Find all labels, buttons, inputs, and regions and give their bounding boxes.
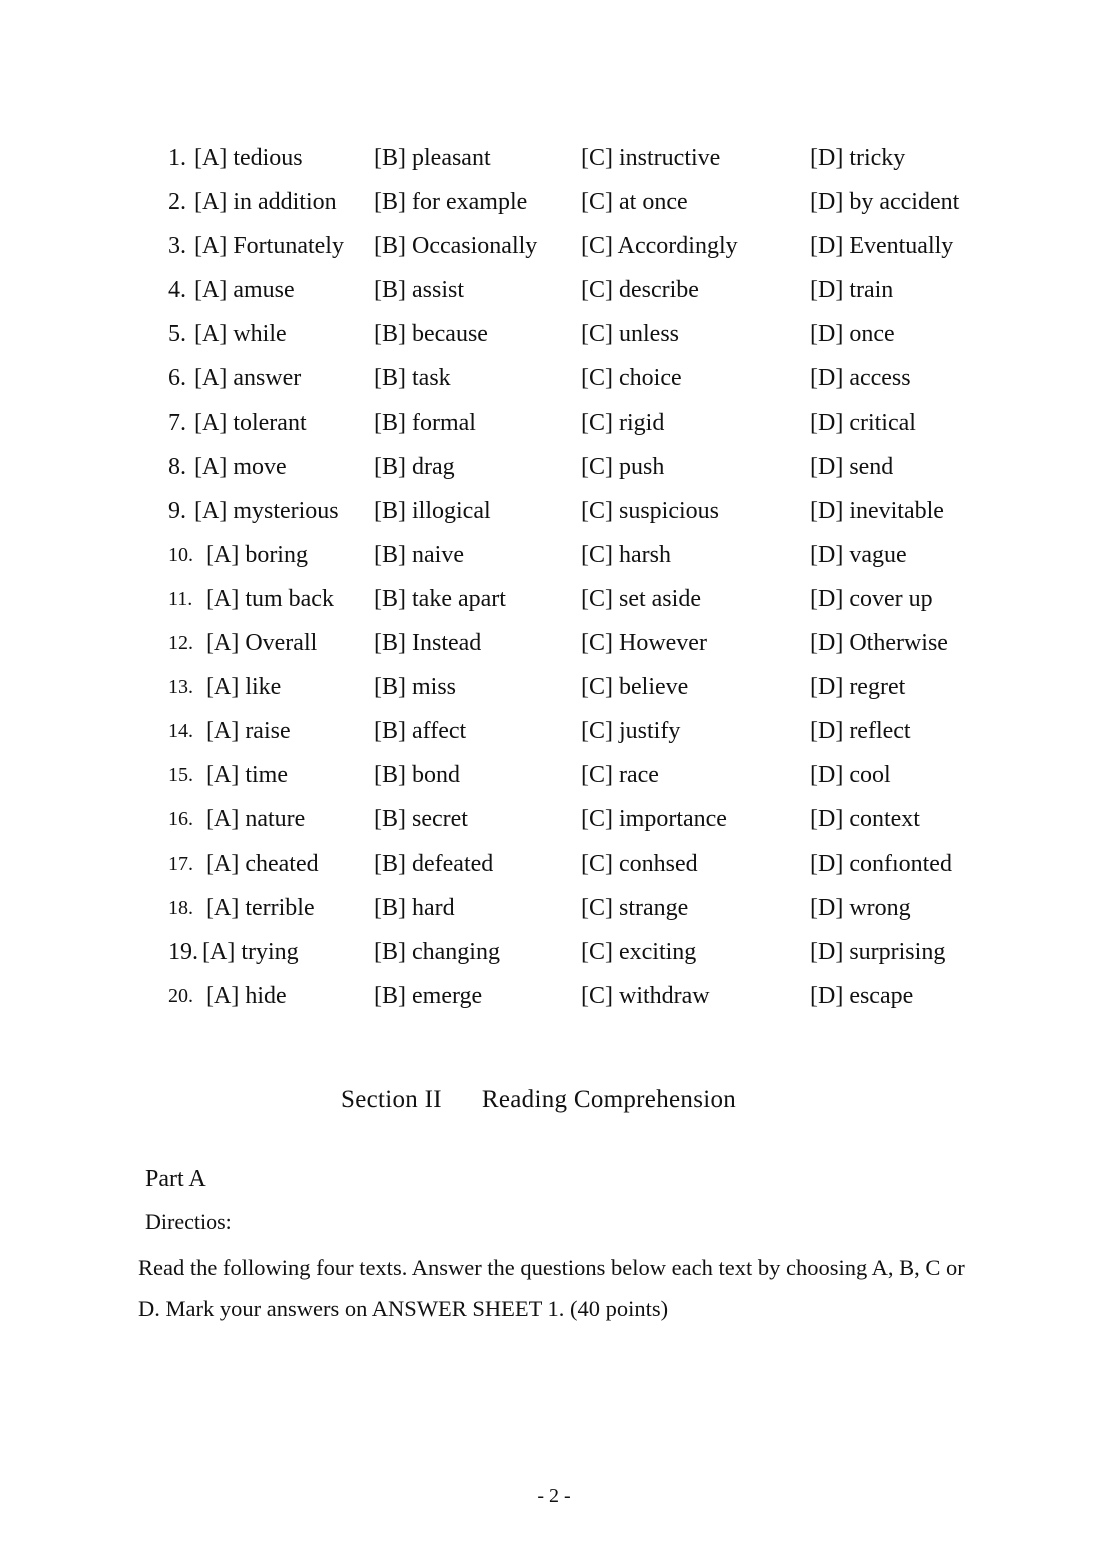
option-a: [A] cheated <box>206 850 319 877</box>
option-d: [D] reflect <box>810 718 911 745</box>
question-number: 8. <box>168 453 186 480</box>
page-number: - 2 - <box>537 1485 571 1507</box>
option-b: [B] changing <box>374 938 500 965</box>
option-a: [A] in addition <box>194 189 337 216</box>
option-a: [A] while <box>194 321 287 348</box>
option-a: [A] boring <box>206 541 308 568</box>
option-a: [A] tolerant <box>194 409 307 436</box>
option-c: [C] rigid <box>581 409 665 436</box>
question-row-9 <box>168 493 988 537</box>
question-number: 13. <box>168 676 193 699</box>
option-b: [B] naive <box>374 541 464 568</box>
option-d: [D] Otherwise <box>810 630 948 657</box>
option-a: [A] tedious <box>194 145 303 171</box>
option-b: [B] bond <box>374 762 460 789</box>
question-row-18 <box>168 890 988 934</box>
question-number: 2. <box>168 189 186 216</box>
option-b: [B] Instead <box>374 630 482 657</box>
section-heading <box>341 1086 736 1114</box>
question-row-7 <box>168 405 988 449</box>
question-number: 6. <box>168 365 186 392</box>
section-number: Section II <box>341 1086 442 1113</box>
option-b: [B] task <box>374 365 451 392</box>
option-b: [B] defeated <box>374 850 494 877</box>
option-d: [D] escape <box>810 982 914 1009</box>
question-number: 9. <box>168 497 186 524</box>
option-a: [A] answer <box>194 365 302 392</box>
option-c: [C] unless <box>581 321 679 348</box>
option-d: [D] confıonted <box>810 850 952 877</box>
option-b: [B] affect <box>374 718 467 745</box>
option-b: [B] drag <box>374 453 455 480</box>
option-a: [A] amuse <box>194 277 295 304</box>
option-c: [C] choice <box>581 365 682 392</box>
option-d: [D] surprising <box>810 938 946 965</box>
option-d: [D] context <box>810 806 920 833</box>
option-d: [D] inevitable <box>810 497 944 524</box>
question-number: 10. <box>168 543 193 566</box>
option-a: [A] trying <box>202 938 299 965</box>
option-c: [C] describe <box>581 277 699 304</box>
option-b: [B] formal <box>374 409 476 436</box>
option-c: [C] importance <box>581 806 727 833</box>
option-b: [B] emerge <box>374 982 483 1009</box>
question-row-15 <box>168 757 988 801</box>
option-a: [A] Overall <box>206 630 318 657</box>
question-row-3 <box>168 228 988 272</box>
question-number: 7. <box>168 409 186 436</box>
option-c: [C] believe <box>581 674 689 701</box>
option-b: [B] take apart <box>374 585 506 612</box>
question-row-6 <box>168 360 988 404</box>
directions-text: Read the following four texts. Answer the questions below each text by choosing A, B, C or D. Mark your answers on ANSWER SHEET 1. (40 points) <box>138 1255 965 1321</box>
question-row-12 <box>168 625 988 669</box>
option-c: [C] justify <box>581 718 681 745</box>
question-number: 4. <box>168 277 186 304</box>
option-b: [B] assist <box>374 277 464 304</box>
option-c: [C] withdraw <box>581 982 710 1009</box>
question-number: 18. <box>168 896 193 919</box>
question-number: 3. <box>168 233 186 260</box>
option-d: [D] train <box>810 277 894 304</box>
option-d: [D] regret <box>810 674 906 701</box>
question-row-14 <box>168 713 988 757</box>
question-number: 11. <box>168 587 193 610</box>
option-d: [D] Eventually <box>810 233 954 260</box>
question-row-20 <box>168 978 988 1022</box>
option-a: [A] nature <box>206 806 306 833</box>
option-b: [B] pleasant <box>374 145 491 171</box>
question-row-16 <box>168 801 988 845</box>
question-number: 19. <box>168 938 198 965</box>
option-d: [D] send <box>810 453 894 480</box>
option-c: [C] conhsed <box>581 850 698 877</box>
question-number: 16. <box>168 808 193 831</box>
question-row-19 <box>168 934 988 978</box>
option-a: [A] Fortunately <box>194 233 344 260</box>
question-row-11 <box>168 581 988 625</box>
option-a: [A] terrible <box>206 894 315 921</box>
option-c: [C] harsh <box>581 541 671 568</box>
question-number: 14. <box>168 720 193 743</box>
option-a: [A] move <box>194 453 287 480</box>
question-row-4 <box>168 272 988 316</box>
question-row-5 <box>168 316 988 360</box>
question-number: 1. <box>168 145 186 171</box>
option-a: [A] tum back <box>206 585 334 612</box>
option-d: [D] once <box>810 321 895 348</box>
section-title: Reading Comprehension <box>481 1086 737 1113</box>
option-d: [D] tricky <box>810 145 906 171</box>
option-b: [B] because <box>374 321 488 348</box>
question-row-13 <box>168 669 988 713</box>
option-a: [A] time <box>206 762 288 789</box>
option-b: [B] illogical <box>374 497 491 524</box>
part-label: Part A <box>145 1166 206 1192</box>
option-d: [D] access <box>810 365 911 392</box>
option-a: [A] hide <box>206 982 287 1009</box>
option-c: [C] instructive <box>581 145 721 171</box>
option-b: [B] miss <box>374 674 457 701</box>
question-row-10 <box>168 537 988 581</box>
option-d: [D] cool <box>810 762 891 789</box>
option-b: [B] for example <box>374 189 528 216</box>
option-a: [A] like <box>206 674 282 701</box>
option-d: [D] vague <box>810 541 907 568</box>
option-b: [B] secret <box>374 806 468 833</box>
option-d: [D] critical <box>810 409 916 436</box>
option-a: [A] mysterious <box>194 497 339 524</box>
question-row-1 <box>168 140 988 184</box>
question-number: 15. <box>168 764 193 787</box>
question-number: 17. <box>168 852 193 875</box>
option-c: [C] race <box>581 762 659 789</box>
option-d: [D] wrong <box>810 894 911 921</box>
question-number: 20. <box>168 984 193 1007</box>
option-c: [C] suspicious <box>581 497 719 524</box>
option-b: [B] Occasionally <box>374 233 538 260</box>
question-row-17 <box>168 846 988 890</box>
option-c: [C] However <box>581 630 707 657</box>
option-c: [C] set aside <box>581 585 701 612</box>
option-d: [D] cover up <box>810 585 933 612</box>
directions-label: Directios: <box>145 1209 232 1234</box>
cloze-options-list <box>168 140 988 1022</box>
option-c: [C] Accordingly <box>581 233 738 260</box>
question-number: 5. <box>168 321 186 348</box>
option-a: [A] raise <box>206 718 291 745</box>
option-c: [C] strange <box>581 894 689 921</box>
question-row-2 <box>168 184 988 228</box>
option-b: [B] hard <box>374 894 455 921</box>
option-d: [D] by accident <box>810 189 960 216</box>
option-c: [C] push <box>581 453 665 480</box>
option-c: [C] exciting <box>581 938 697 965</box>
question-row-8 <box>168 449 988 493</box>
question-number: 12. <box>168 632 193 655</box>
option-c: [C] at once <box>581 189 688 216</box>
